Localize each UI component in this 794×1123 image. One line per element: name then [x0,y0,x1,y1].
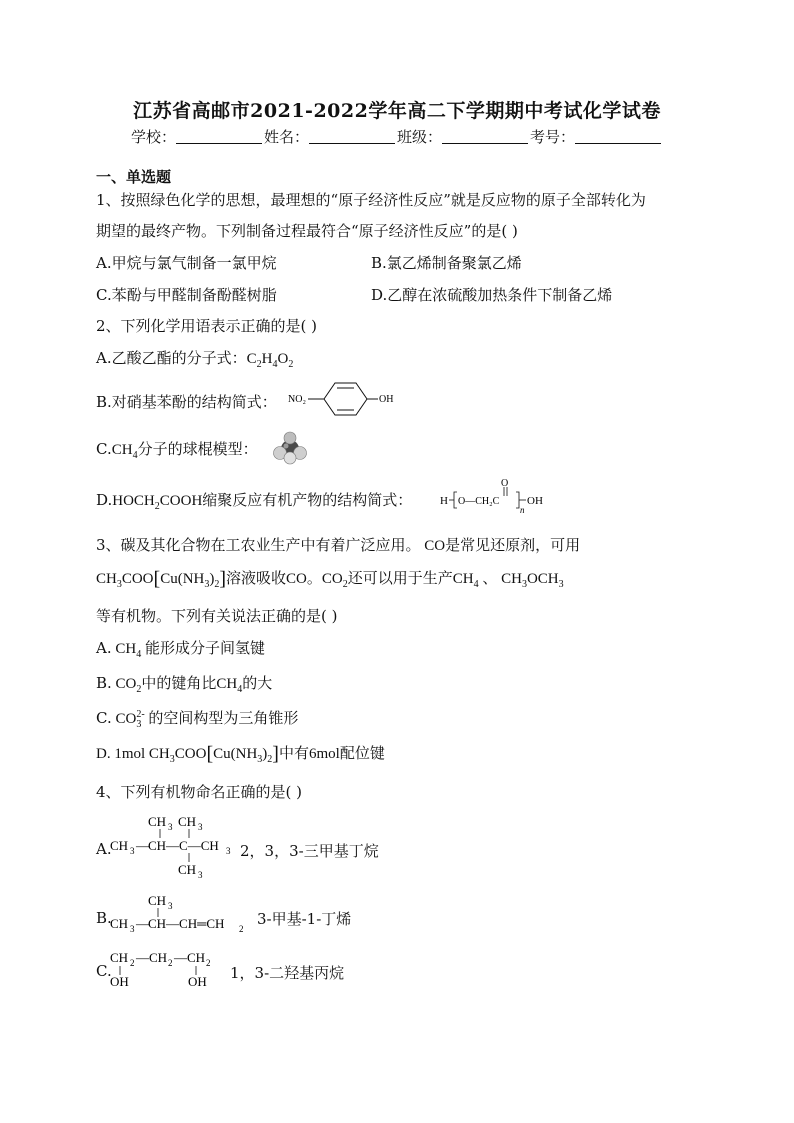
number-field[interactable] [575,129,661,144]
q3-option-d[interactable]: D. 1mol $CH_3COO[Cu(NH_3)_2]$中有6mol配位键 [96,743,385,765]
q1-stem-line2: 期望的最终产物。下列制备过程最符合“原子经济性反应”的是( ) [96,222,518,240]
q3-stem-line3: 等有机物。下列有关说法正确的是( ) [96,607,338,625]
q3-option-b[interactable]: B. $CO_2$中的键角比$CH_4$的大 [96,674,273,695]
q3-option-a[interactable]: A. $CH_4$ 能形成分子间氢键 [96,639,265,660]
q2-option-a-text: A.乙酸乙酯的分子式： [96,349,247,367]
svg-text:OH: OH [110,974,129,989]
svg-text:2: 2 [206,958,211,968]
svg-text:H: H [440,495,448,507]
q3-stem-line1: 3、碳及其化合物在工农业生产中有着广泛应用。 CO是常见还原剂，可用 [96,536,581,554]
q1-option-d[interactable]: D.乙醇在浓硫酸加热条件下制备乙烯 [371,286,613,304]
svg-text:3: 3 [198,870,203,880]
q2-option-c[interactable]: $C.CH_4$分子的球棍模型： [96,440,258,461]
class-label: 班级： [397,128,443,146]
q4-option-a[interactable]: A. [96,840,112,858]
svg-text:—: — [136,916,149,931]
svg-text:O—CH₂C: O—CH₂C [458,496,500,507]
svg-text:2: 2 [168,958,173,968]
q4-option-b-name: 3-甲基-1-丁烯 [257,910,352,928]
q2-stem: 2、下列化学用语表示正确的是( ) [96,317,318,335]
trimethylbutane-structure-icon [110,810,240,878]
class-field[interactable] [442,129,528,144]
q3-stem-line2: $CH_3COO[Cu(NH_3)_2]$溶液吸收CO。$CO_2$还可以用于生产$CH_4$ 、 $CH_3OCH_3$ [96,568,564,590]
svg-text:OH: OH [188,974,207,989]
svg-text:OH: OH [527,495,543,507]
nitro-group-label: NO₂ [288,394,306,405]
q3-option-c[interactable]: C. $CO_3^{2-}$ 的空间构型为三角锥形 [96,709,299,730]
name-label: 姓名： [263,128,309,146]
svg-text:3: 3 [168,822,173,832]
svg-text:CH: CH [110,916,129,931]
q2-option-a[interactable] [96,347,293,370]
svg-text:3: 3 [130,924,135,934]
school-label: 学校： [130,128,176,146]
svg-text:3: 3 [130,846,135,856]
methane-ball-model-icon [272,431,308,465]
name-field[interactable] [309,129,395,144]
svg-text:3: 3 [198,822,203,832]
nitrophenol-structure-icon [288,380,398,418]
svg-text:CH: CH [110,838,129,853]
svg-text:CH: CH [148,893,167,908]
q4-option-c-name: 1，3-二羟基丙烷 [230,964,345,982]
svg-text:—CH: —CH [136,950,168,965]
polyester-structure-icon [440,478,550,516]
q4-option-c[interactable]: C. [96,962,112,980]
q1-option-b[interactable]: B.氯乙烯制备聚氯乙烯 [371,254,522,272]
methylbutene-structure-icon [110,890,250,932]
exam-title: 江苏省高邮市2021-2022学年高二下学期期中考试化学试卷 [133,100,661,122]
svg-text:O: O [501,478,509,489]
svg-text:3: 3 [168,901,173,911]
school-field[interactable] [176,129,262,144]
number-label: 考号： [530,128,576,146]
q1-stem-line1: 1、按照绿色化学的思想，最理想的“原子经济性反应”就是反应物的原子全部转化为 [96,191,646,209]
svg-text:CH: CH [178,862,197,877]
svg-text:CH—C—CH: CH—C—CH [148,838,219,853]
svg-text:CH: CH [148,814,167,829]
q4-option-b[interactable]: B. [96,909,112,927]
svg-text:CH: CH [110,950,129,965]
propanediol-structure-icon [108,946,228,992]
svg-text:CH—CH═CH: CH—CH═CH [148,916,225,931]
q1-option-c[interactable]: C.苯酚与甲醛制备酚醛树脂 [96,286,277,304]
student-info-line [0,126,794,147]
q1-option-a[interactable]: A.甲烷与氯气制备一氯甲烷 [96,254,277,272]
hydroxyl-group-label: OH [379,394,394,405]
svg-text:n: n [520,505,525,515]
svg-text:2: 2 [239,924,244,934]
svg-text:2: 2 [130,958,135,968]
section-title: 一、单选题 [96,168,172,186]
svg-text:CH: CH [178,814,197,829]
q4-option-a-name: 2，3，3-三甲基丁烷 [240,842,379,860]
svg-text:3: 3 [226,846,231,856]
q2-option-d[interactable]: $D.HOCH_2COOH$缩聚反应有机产物的结构简式： [96,491,413,512]
q4-stem: 4、下列有机物命名正确的是( ) [96,783,303,801]
q2-option-b[interactable]: B.对硝基苯酚的结构简式： [96,393,277,411]
svg-text:—: — [136,838,149,853]
q2-option-a-formula: $C_2H_4O_2$ [246,351,294,370]
svg-text:—CH: —CH [174,950,206,965]
